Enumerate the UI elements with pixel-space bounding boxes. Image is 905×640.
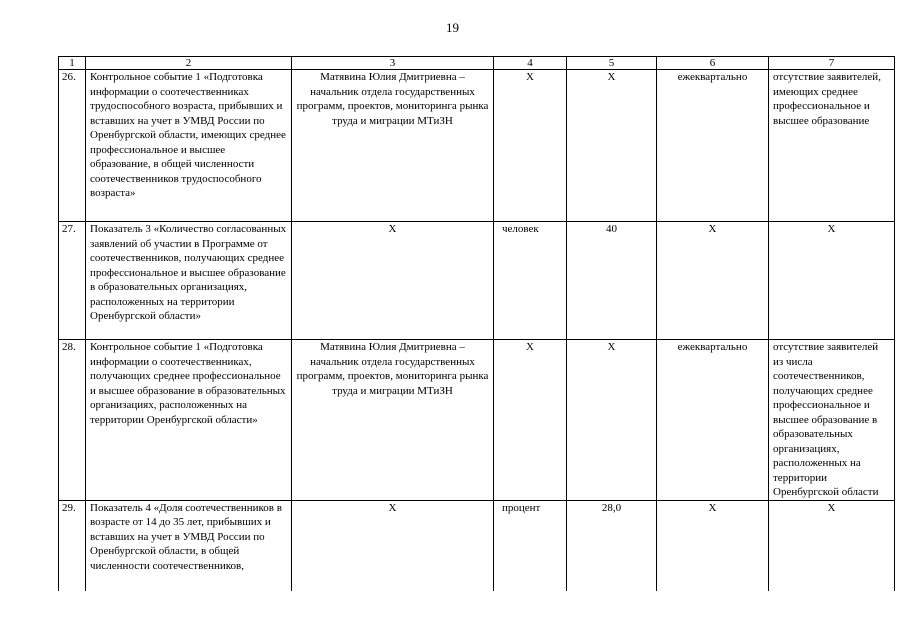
row-number: 28.	[59, 340, 86, 501]
row-period: X	[657, 222, 769, 340]
table-row	[59, 70, 895, 222]
header-cell-2: 2	[86, 57, 292, 70]
row-description: Показатель 4 «Доля соотечественников в возрасте от 14 до 35 лет, прибывших и вставших на учет в УМВД России по Оренбургской области, в общей численности соотечественников,	[86, 500, 292, 591]
row-number: 27.	[59, 222, 86, 340]
row-period: ежеквартально	[657, 340, 769, 501]
row-responsible: X	[292, 500, 494, 591]
header-cell-5: 5	[567, 57, 657, 70]
header-row	[59, 57, 895, 70]
header-cell-7: 7	[769, 57, 895, 70]
header-cell-6: 6	[657, 57, 769, 70]
row-description: Контрольное событие 1 «Подготовка информации о соотечественниках, получающих среднее профессиональное и высшее образование в образовательных организациях, расположенных на территории Оренбургской области»	[86, 340, 292, 501]
table-row	[59, 222, 895, 340]
row-number: 29.	[59, 500, 86, 591]
row-value: X	[567, 70, 657, 222]
program-table	[58, 56, 895, 591]
row-responsible: Матявина Юлия Дмитриевна – начальник отдела государственных программ, проектов, мониторинга рынка труда и миграции МТиЗН	[292, 340, 494, 501]
row-note: отсутствие заявителей, имеющих среднее профессиональное и высшее образование	[769, 70, 895, 222]
row-unit: человек	[494, 222, 567, 340]
row-note: отсутствие заявителей из числа соотечественников, получающих среднее профессиональное и высшее образование в образовательных организациях, расположенных на территории Оренбургской области	[769, 340, 895, 501]
row-unit: X	[494, 340, 567, 501]
table-row	[59, 340, 895, 501]
row-note: X	[769, 222, 895, 340]
row-value: 28,0	[567, 500, 657, 591]
header-cell-4: 4	[494, 57, 567, 70]
row-value: 40	[567, 222, 657, 340]
page-number: 19	[446, 20, 459, 35]
row-responsible: Матявина Юлия Дмитриевна – начальник отдела государственных программ, проектов, мониторинга рынка труда и миграции МТиЗН	[292, 70, 494, 222]
row-unit: X	[494, 70, 567, 222]
row-unit: процент	[494, 500, 567, 591]
header-cell-3: 3	[292, 57, 494, 70]
row-responsible: X	[292, 222, 494, 340]
row-description: Контрольное событие 1 «Подготовка информации о соотечественниках трудоспособного возраста, прибывших и вставших на учет в УМВД России по Оренбургской области, имеющих среднее профессиональное и высшее образование, в общей численности соотечественников трудоспособного возраста»	[86, 70, 292, 222]
row-number: 26.	[59, 70, 86, 222]
row-value: X	[567, 340, 657, 501]
row-period: ежеквартально	[657, 70, 769, 222]
row-period: X	[657, 500, 769, 591]
header-cell-1: 1	[59, 57, 86, 70]
row-note: X	[769, 500, 895, 591]
row-description: Показатель 3 «Количество согласованных заявлений об участии в Программе от соотечественников, получающих среднее профессиональное и высшее образование в образовательных организациях, расположенных на территории Оренбургской области»	[86, 222, 292, 340]
table-row	[59, 500, 895, 591]
